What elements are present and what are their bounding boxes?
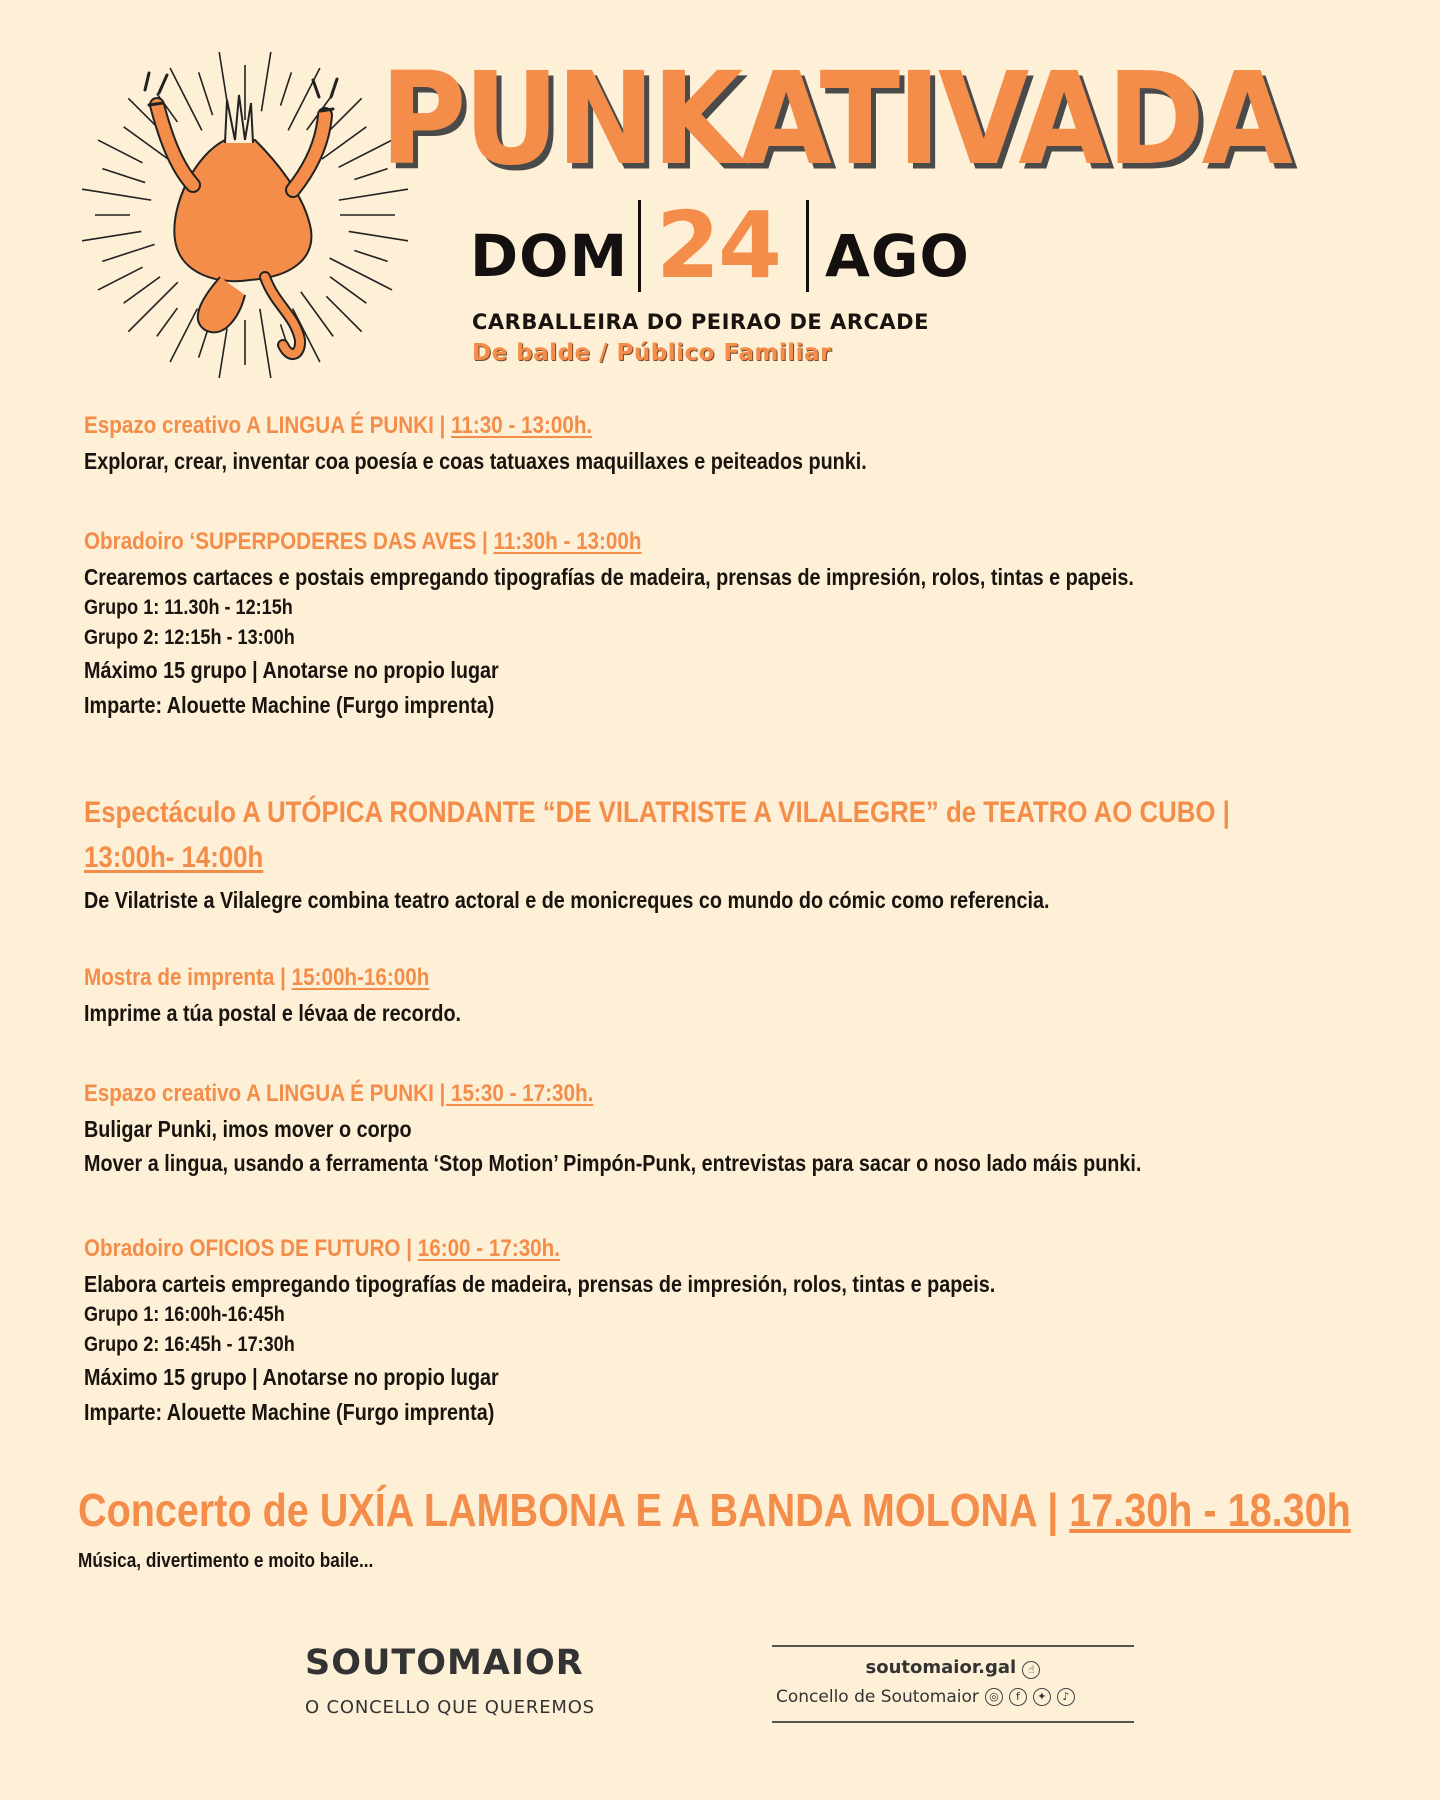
- event-detail: Máximo 15 grupo | Anotarse no propio lugar: [84, 657, 499, 684]
- event-time: 11:30h - 13:00h: [493, 528, 642, 555]
- event-detail: Máximo 15 grupo | Anotarse no propio lugar: [84, 1364, 499, 1391]
- sunburst-ray: [170, 68, 202, 130]
- concert-subtitle: Música, divertimento e moito baile...: [78, 1549, 374, 1572]
- sunburst-ray: [354, 251, 387, 262]
- social-name: Concello de Soutomaior: [776, 1686, 979, 1707]
- social-row: [776, 1687, 1134, 1707]
- month: AGO: [825, 222, 970, 290]
- event-detail: Imparte: Alouette Machine (Furgo imprenta): [84, 691, 495, 718]
- sunburst-ray: [98, 267, 143, 290]
- venue: CARBALLEIRA DO PEIRAO DE ARCADE: [472, 310, 929, 334]
- event-heading: Espazo creativo A LINGUA É PUNKI | 11:30 - 13:00h.: [84, 412, 593, 439]
- event-description: Explorar, crear, inventar coa poesía e coas tatuaxes maquillaxes e peiteados punki.: [84, 448, 867, 475]
- event-detail: Grupo 1: 11.30h - 12:15h: [84, 596, 293, 620]
- date-divider: [638, 200, 641, 292]
- concert-heading: Concerto de UXÍA LAMBONA E A BANDA MOLONA | 17.30h - 18.30h: [78, 1484, 1351, 1536]
- event-description: Crearemos cartaces e postais empregando tipografías de madeira, prensas de impresión, rolos, tintas e papeis.: [84, 564, 1134, 591]
- event-item: [84, 790, 1384, 914]
- event-description: Elabora carteis empregando tipografías de madeira, prensas de impresión, rolos, tintas e papeis.: [84, 1271, 996, 1298]
- sunburst-ray: [281, 72, 292, 105]
- website-link[interactable]: soutomaior.gal ☝: [772, 1657, 1134, 1679]
- sunburst-ray: [82, 189, 151, 200]
- pointer-icon: ☝: [1022, 1661, 1040, 1679]
- sunburst-ray: [124, 277, 160, 303]
- sunburst-ray: [170, 309, 197, 362]
- facebook-icon[interactable]: f: [1009, 1688, 1027, 1706]
- sunburst-ray: [326, 296, 361, 331]
- brand-name: SOUTOMAIOR: [305, 1643, 584, 1683]
- event-description: Buligar Punki, imos mover o corpo: [84, 1116, 412, 1143]
- event-description: De Vilatriste a Vilalegre combina teatro actoral e de monicreques co mundo do cómic como referencia.: [84, 887, 1050, 913]
- twitter-icon[interactable]: ✦: [1033, 1688, 1051, 1706]
- event-item: [84, 410, 1384, 475]
- date-divider: [806, 200, 809, 292]
- rock-hands-mascot-icon: [75, 45, 415, 385]
- sunburst-ray: [261, 52, 270, 111]
- event-item: [84, 962, 1384, 1027]
- contact-box: [772, 1645, 1134, 1723]
- sunburst-ray: [219, 329, 227, 378]
- poster-title: PUNKATIVADA: [380, 44, 1290, 194]
- event-time: 15:00h-16:00h: [291, 964, 430, 991]
- divider: [772, 1645, 1134, 1647]
- event-time: 13:00h- 14:00h: [84, 841, 264, 874]
- event-item: [84, 1078, 1384, 1177]
- concert-time: 17.30h - 18.30h: [1069, 1484, 1351, 1536]
- sunburst-ray: [330, 277, 366, 303]
- sunburst-ray: [128, 282, 177, 331]
- event-time: | 15:30 - 17:30h.: [439, 1080, 594, 1107]
- event-heading: Espazo creativo A LINGUA É PUNKI | 15:30 - 17:30h.: [84, 1080, 594, 1107]
- event-detail: Grupo 2: 12:15h - 13:00h: [84, 625, 295, 649]
- event-item: [84, 526, 1384, 719]
- event-description: Mover a lingua, usando a ferramenta ‘Stop Motion’ Pimpón-Punk, entrevistas para sacar o noso lado máis punki.: [84, 1150, 1142, 1177]
- sunburst-ray: [102, 244, 154, 261]
- sunburst-ray: [82, 231, 141, 240]
- event-heading: Espectáculo A UTÓPICA RONDANTE “DE VILATRISTE A VILALEGRE” de TEATRO AO CUBO |: [84, 796, 1230, 829]
- divider: [772, 1721, 1134, 1723]
- sunburst-ray: [157, 308, 178, 336]
- instagram-icon[interactable]: ◎: [985, 1688, 1003, 1706]
- brand-tagline: O CONCELLO QUE QUEREMOS: [305, 1697, 595, 1718]
- event-heading: Mostra de imprenta | 15:00h-16:00h: [84, 964, 430, 991]
- event-time: 16:00 - 17:30h.: [417, 1235, 560, 1262]
- sunburst-ray: [219, 52, 227, 101]
- sunburst-ray: [102, 169, 145, 183]
- event-heading: Obradoiro OFICIOS DE FUTURO | 16:00 - 17:30h.: [84, 1235, 560, 1262]
- event-time-line: [84, 835, 1202, 880]
- sunburst-ray: [349, 231, 408, 240]
- event-detail: Imparte: Alouette Machine (Furgo imprenta): [84, 1398, 495, 1425]
- sunburst-ray: [288, 68, 320, 130]
- event-detail: Grupo 2: 16:45h - 17:30h: [84, 1332, 295, 1356]
- event-heading: Obradoiro ‘SUPERPODERES DAS AVES | 11:30h - 13:00h: [84, 528, 642, 555]
- sunburst-ray: [330, 258, 392, 290]
- concert: [78, 1485, 1440, 1573]
- event-time: 11:30 - 13:00h.: [451, 412, 593, 439]
- tiktok-icon[interactable]: ♪: [1057, 1688, 1075, 1706]
- event-description: Imprime a túa postal e lévaa de recordo.: [84, 1000, 462, 1027]
- sunburst-ray: [260, 309, 271, 378]
- sunburst-ray: [98, 140, 143, 163]
- sunburst-ray: [199, 72, 213, 115]
- soutomaior-logo: [305, 1643, 595, 1718]
- day-number: 24: [656, 192, 781, 299]
- event-detail: Grupo 1: 16:00h-16:45h: [84, 1303, 285, 1327]
- price-audience: De balde / Público Familiar: [472, 340, 832, 366]
- event-item: [84, 1233, 1384, 1426]
- weekday: DOM: [470, 222, 629, 290]
